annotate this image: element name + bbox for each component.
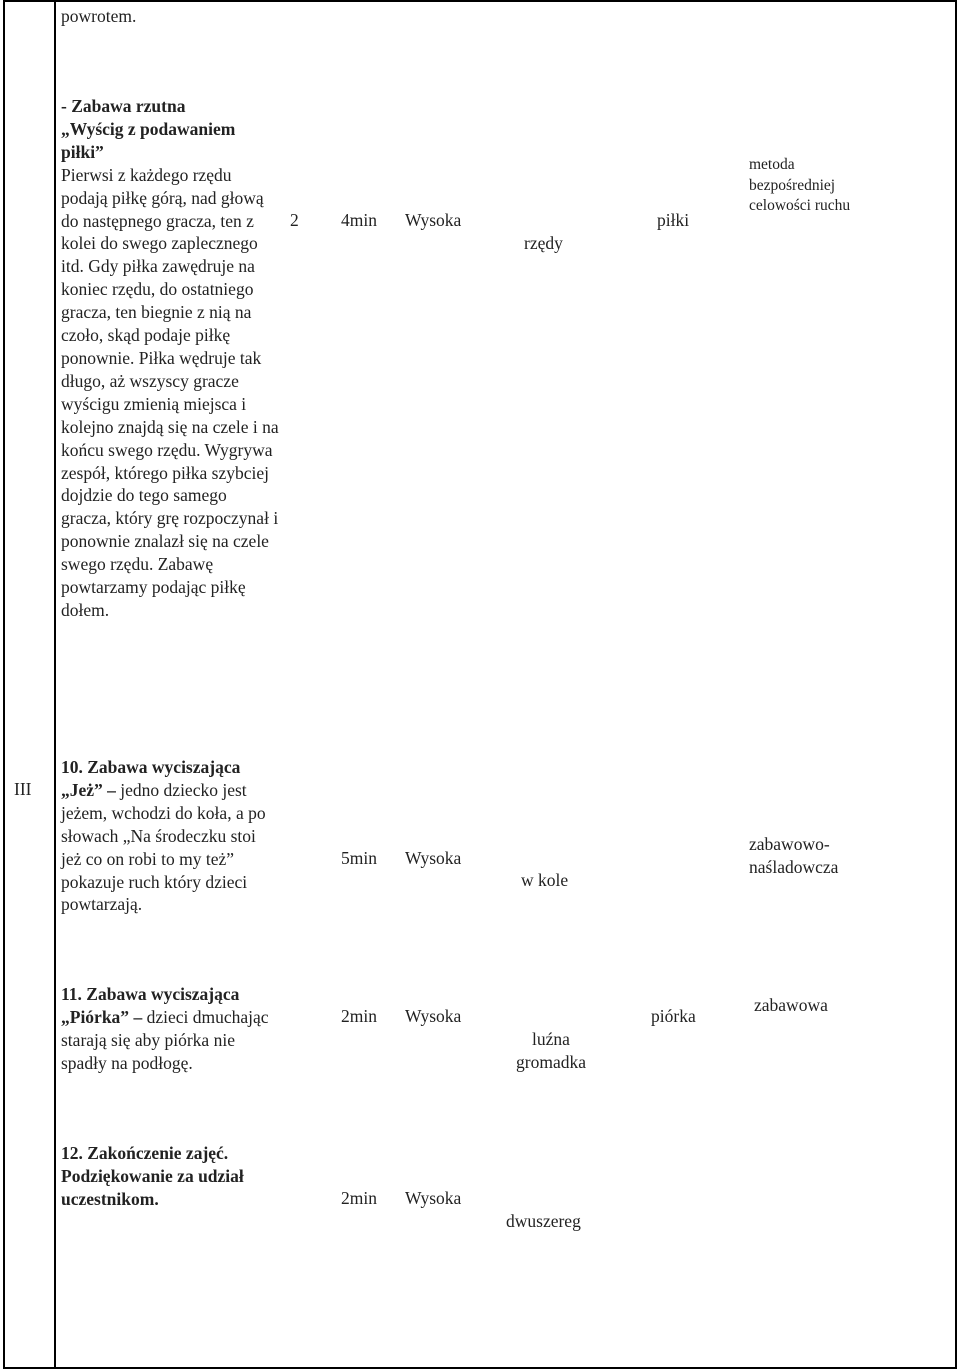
feathers-time: 2min — [341, 1006, 377, 1026]
feathers-method: zabawowa — [754, 995, 828, 1015]
hedgehog-body: jedno dziecko jest jeżem, wchodzi do koła, a po słowach „Na środeczku stoi jeż co on robi to my też” pokazuje ruch który dzieci powtarzają. — [61, 779, 266, 915]
end-formation: dwuszereg — [506, 1211, 581, 1231]
hedgehog-part: III — [14, 779, 32, 799]
race-time: 4min — [341, 210, 377, 230]
hedgehog-method: zabawowo-naśladowcza — [749, 834, 839, 877]
feathers-name: „Piórka” — [61, 1006, 130, 1027]
race-formation: rzędy — [524, 233, 563, 253]
border-left — [3, 0, 5, 1369]
feathers-description — [61, 983, 279, 1075]
hedgehog-title: 10. Zabawa wyciszająca — [61, 757, 241, 777]
feathers-dash: – — [129, 1006, 143, 1027]
end-time: 2min — [341, 1188, 377, 1208]
border-bottom — [3, 1367, 957, 1369]
race-intensity: Wysoka — [405, 210, 462, 230]
hedgehog-formation: w kole — [521, 870, 569, 890]
hedgehog-dash: – — [102, 779, 116, 800]
race-method: metoda bezpośredniej celowości ruchu — [749, 156, 851, 214]
border-right — [955, 0, 957, 1369]
intro-text: powrotem. — [61, 6, 137, 26]
column-divider — [54, 0, 56, 1369]
race-reps: 2 — [290, 210, 299, 230]
hedgehog-intensity: Wysoka — [405, 848, 462, 868]
race-title: „Wyścig z podawaniem piłki” — [61, 118, 236, 162]
feathers-formation: luźna gromadka — [516, 1029, 586, 1072]
end-description: 12. Zakończenie zajęć. Podziękowanie za udział uczestnikom. — [61, 1143, 244, 1209]
border-top — [3, 0, 957, 2]
end-intensity: Wysoka — [405, 1188, 462, 1208]
feathers-body: dzieci dmuchając starają się aby piórka nie spadły na podłogę. — [61, 1006, 269, 1073]
hedgehog-name: „Jeż” — [61, 779, 103, 800]
hedgehog-description — [61, 756, 279, 916]
feathers-title: 11. Zabawa wyciszająca — [61, 984, 240, 1004]
feathers-intensity: Wysoka — [405, 1006, 462, 1026]
hedgehog-time: 5min — [341, 848, 377, 868]
race-description — [61, 95, 279, 622]
race-body: Pierwsi z każdego rzędu podają piłkę górą, nad głową do następnego gracza, ten z kolei do swego zaplecznego itd. Gdy piłka zawędruje na koniec rzędu, do ostatniego gracza, ten biegnie z nią na czoło, skąd podaje piłkę ponownie. Piłka wędruje tak długo, aż wszyscy gracze wyścigu zmienią miejsca i kolejno znajdą się na czele i na końcu swego rzędu. Wygrywa zespół, którego piłka szybciej dojdzie do tego samego gracza, który grę rozpoczynał i ponownie znalazł się na czele swego rzędu. Zabawę powtarzamy podając piłkę dołem. — [61, 164, 279, 620]
feathers-equipment: piórka — [651, 1006, 696, 1026]
race-header: - Zabawa rzutna — [61, 96, 186, 116]
race-equipment: piłki — [657, 210, 690, 230]
